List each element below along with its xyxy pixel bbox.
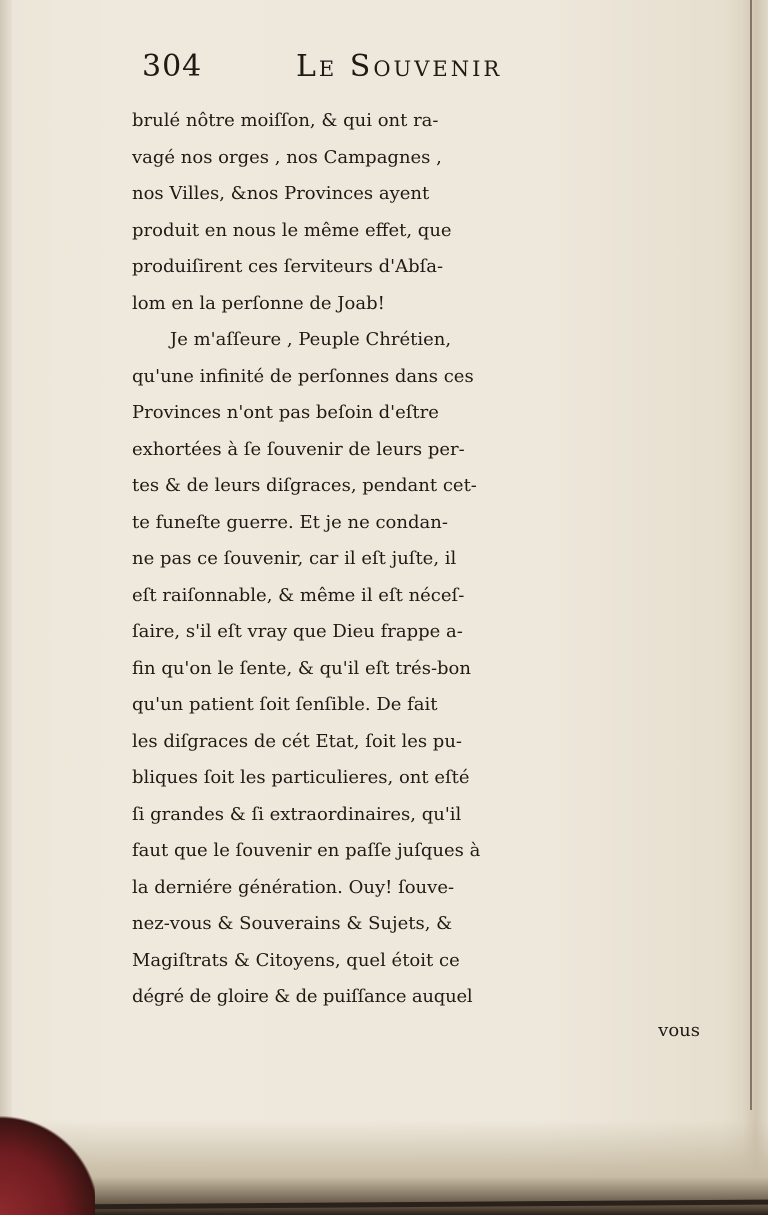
text-line: eſt raiſonnable, & même il eſt néceſ- — [132, 584, 465, 606]
text-line: Provinces n'ont pas beſoin d'eſtre — [132, 402, 439, 423]
text-line: ſaire, s'il eſt vray que Dieu frappe a- — [132, 621, 463, 642]
text-line: produiſirent ces ſerviteurs d'Abſa- — [132, 256, 444, 277]
gutter-line — [750, 0, 752, 1110]
text-line: qu'une infinité de perſonnes dans ces — [132, 365, 474, 387]
text-line: Magiſtrats & Citoyens, quel étoit ce — [132, 949, 460, 971]
text-line: exhortées à ſe ſouvenir de leurs per- — [132, 438, 465, 460]
text-line: vagé nos orges , nos Campagnes , — [132, 146, 442, 168]
text-line: qu'un patient ſoit ſenſible. De fait — [132, 694, 438, 715]
text-line: fin qu'on le ſente, & qu'il eſt trés-bon — [132, 657, 471, 679]
text-line: la derniére génération. Ouy! ſouve- — [132, 876, 455, 898]
running-title: Le Souvenir — [296, 49, 503, 84]
text-line: lom en la perſonne de Joab! — [132, 292, 385, 314]
page-gutter — [744, 0, 768, 1215]
catchword: vous — [658, 1019, 700, 1041]
page-left-edge — [0, 0, 12, 1215]
text-line: ne pas ce ſouvenir, car il eſt juſte, il — [132, 548, 457, 569]
running-head — [132, 45, 702, 103]
text-line: tes & de leurs diſgraces, pendant cet- — [132, 475, 477, 496]
text-line: ſi grandes & ſi extraordinaires, qu'il — [132, 803, 462, 825]
text-line: brulé nôtre moiſſon, & qui ont ra- — [132, 110, 439, 131]
page-text-block — [132, 45, 702, 1046]
text-line: nos Villes, &nos Provinces ayent — [132, 183, 430, 204]
text-line: bliques ſoit les particulieres, ont eſté — [132, 767, 470, 788]
text-line: Je m'aſſeure , Peuple Chrétien, — [170, 329, 452, 350]
bookmark-ribbon — [0, 1115, 95, 1215]
text-line: faut que le ſouvenir en paſſe juſques à — [132, 840, 481, 861]
text-line: les diſgraces de cét Etat, ſoit les pu- — [132, 730, 463, 752]
text-line: nez-vous & Souverains & Sujets, & — [132, 913, 453, 934]
text-line: produit en nous le même effet, que — [132, 219, 452, 241]
text-line: te funeſte guerre. Et je ne condan- — [132, 511, 448, 533]
text-line: dégré de gloire & de puiſſance auquel — [132, 986, 473, 1007]
page-number: 304 — [142, 49, 203, 84]
